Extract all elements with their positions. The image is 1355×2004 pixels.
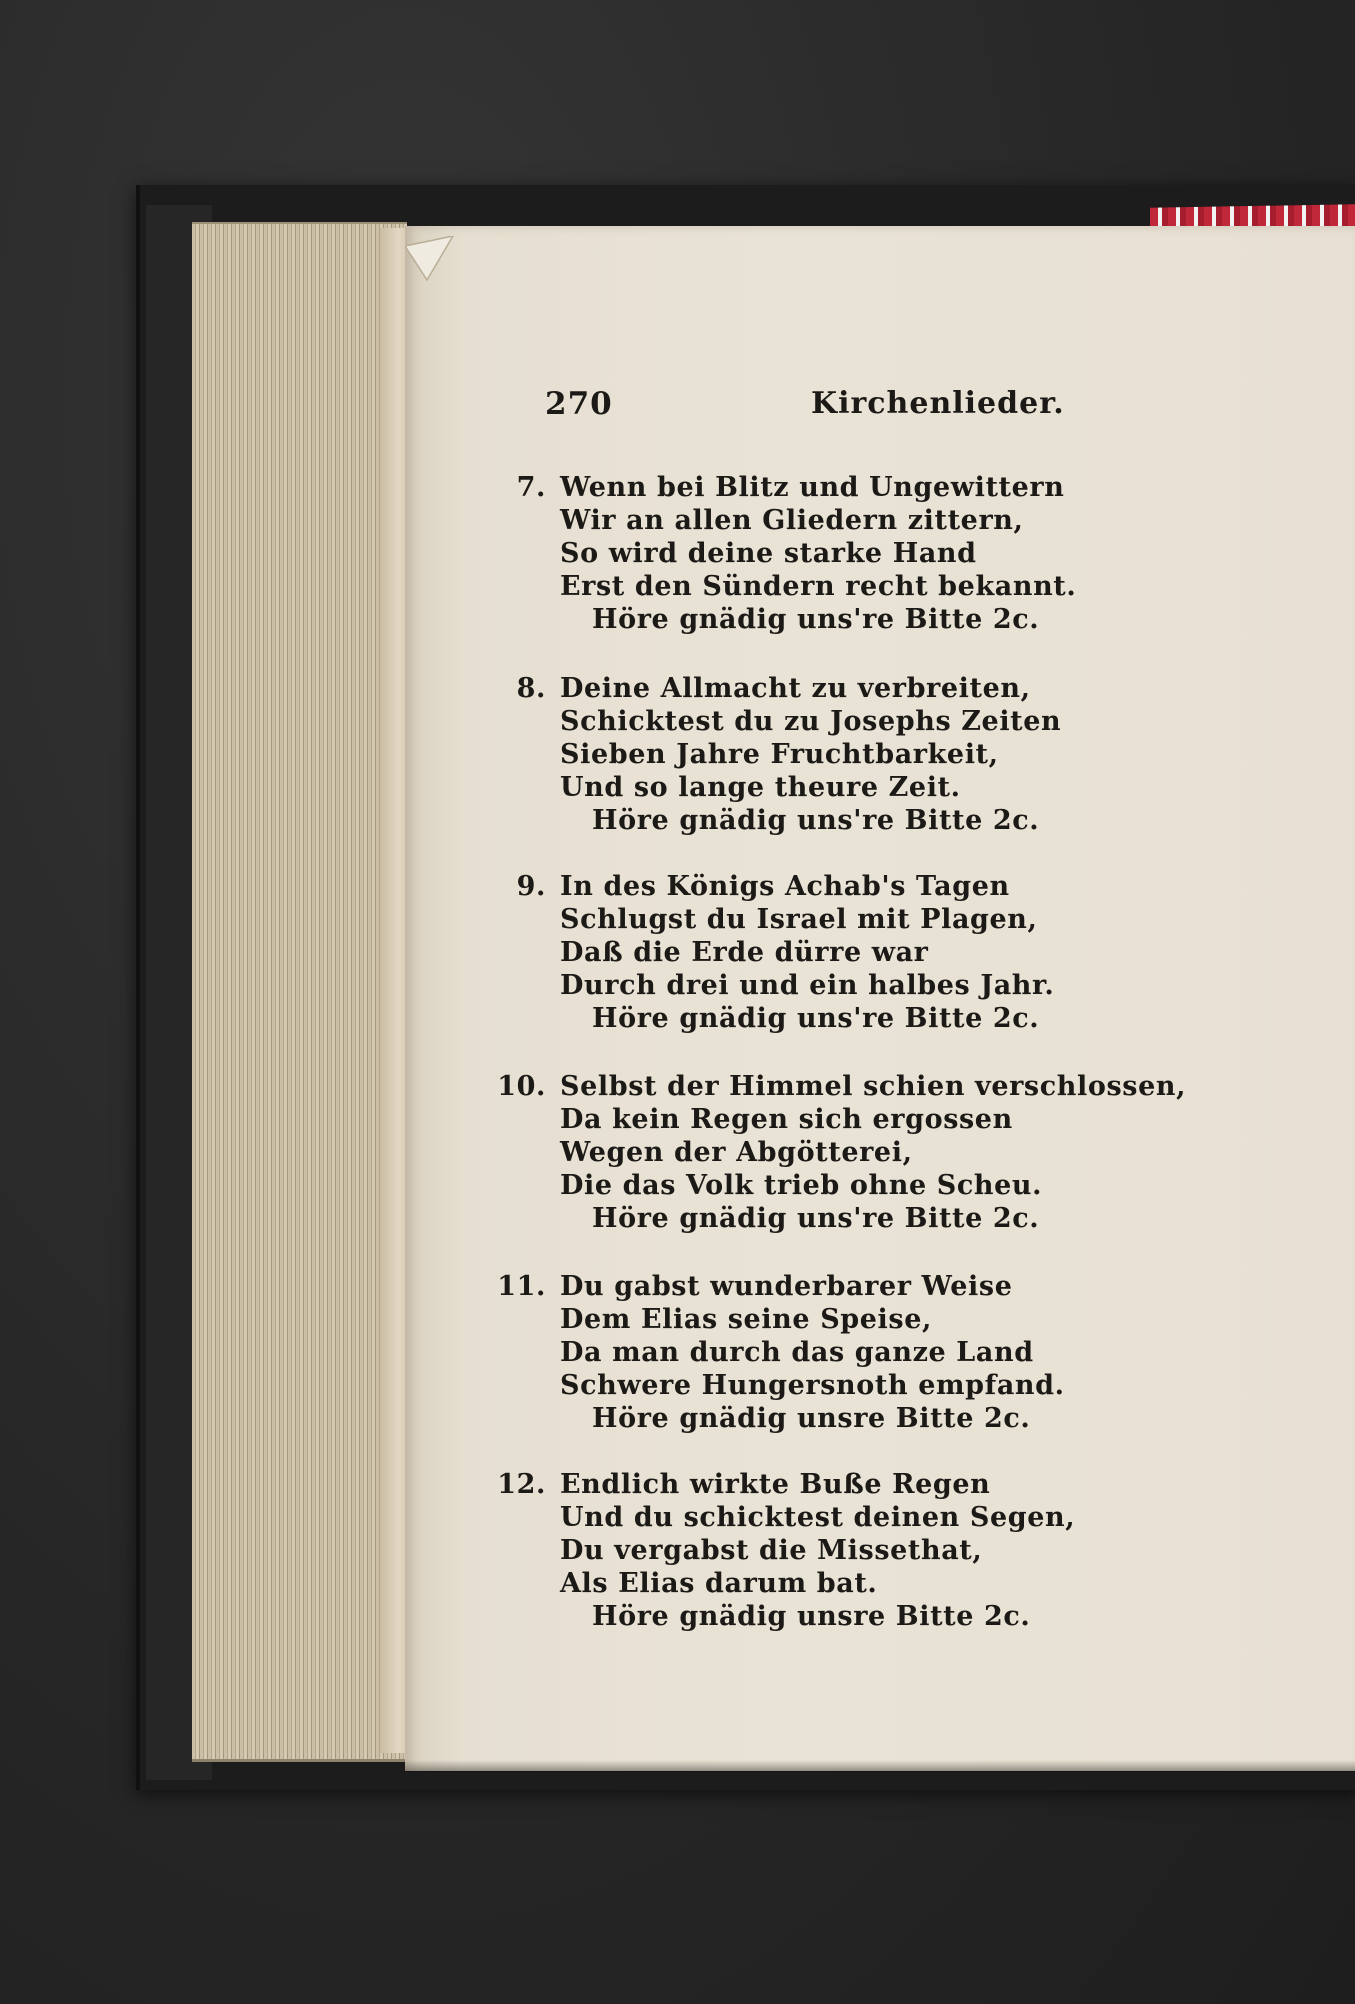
verse-line: Wir an allen Gliedern zittern, <box>560 505 1024 536</box>
verse-line: In des Königs Achab's Tagen <box>560 871 1010 902</box>
refrain-line: Höre gnädig uns're Bitte 2c. <box>592 1203 1040 1234</box>
verse-line: Die das Volk trieb ohne Scheu. <box>560 1170 1043 1201</box>
verse-line: So wird deine starke Hand <box>560 538 977 569</box>
stanza-number: 8. <box>516 673 546 704</box>
verse-line: Wegen der Abgötterei, <box>560 1137 913 1168</box>
stanza-number: 10. <box>497 1071 546 1102</box>
stanza-11 <box>497 1270 1120 1435</box>
stanza-8 <box>516 672 1120 837</box>
verse-line: Daß die Erde dürre war <box>560 937 929 968</box>
verse-line: Endlich wirkte Buße Regen <box>560 1469 991 1500</box>
stanza-number: 11. <box>497 1271 546 1302</box>
stanza-9 <box>516 870 1120 1035</box>
page-number: 270 <box>545 386 613 422</box>
verse-line: Deine Allmacht zu verbreiten, <box>560 673 1031 704</box>
stanza-number: 7. <box>516 472 546 503</box>
verse-line: Durch drei und ein halbes Jahr. <box>560 970 1055 1001</box>
stanza-7 <box>516 471 1120 636</box>
verse-line: Du gabst wunderbarer Weise <box>560 1271 1013 1302</box>
verse-line: Sieben Jahre Fruchtbarkeit, <box>560 739 999 770</box>
verse-line: Als Elias darum bat. <box>560 1568 878 1599</box>
verse-line: Und so lange theure Zeit. <box>560 772 961 803</box>
refrain-line: Höre gnädig uns're Bitte 2c. <box>592 1003 1040 1034</box>
refrain-line: Höre gnädig uns're Bitte 2c. <box>592 805 1040 836</box>
page-bottom-shadow <box>405 1760 1355 1772</box>
stanza-number: 12. <box>497 1469 546 1500</box>
refrain-line: Höre gnädig unsre Bitte 2c. <box>592 1403 1031 1434</box>
stanza-12 <box>497 1468 1120 1633</box>
verse-line: Schlugst du Israel mit Plagen, <box>560 904 1038 935</box>
verse-line: Du vergabst die Missethat, <box>560 1535 983 1566</box>
refrain-line: Höre gnädig uns're Bitte 2c. <box>592 604 1040 635</box>
verse-line: Schicktest du zu Josephs Zeiten <box>560 706 1062 737</box>
stanza-10 <box>497 1070 1187 1235</box>
verse-line: Schwere Hungersnoth empfand. <box>560 1370 1065 1401</box>
refrain-line: Höre gnädig unsre Bitte 2c. <box>592 1601 1031 1632</box>
verse-line: Erst den Sündern recht bekannt. <box>560 571 1077 602</box>
verse-line: Wenn bei Blitz und Ungewittern <box>560 472 1065 503</box>
page-stack <box>192 222 407 1762</box>
folded-corner <box>405 236 465 296</box>
verse-line: Und du schicktest deinen Segen, <box>560 1502 1076 1533</box>
verse-line: Da kein Regen sich ergossen <box>560 1104 1013 1135</box>
verse-line: Da man durch das ganze Land <box>560 1337 1034 1368</box>
running-head: Kirchenlieder. <box>811 386 1065 421</box>
stanza-number: 9. <box>516 871 546 902</box>
verse-line: Dem Elias seine Speise, <box>560 1304 932 1335</box>
verse-line: Selbst der Himmel schien verschlossen, <box>560 1071 1187 1102</box>
page-header <box>545 386 1085 436</box>
